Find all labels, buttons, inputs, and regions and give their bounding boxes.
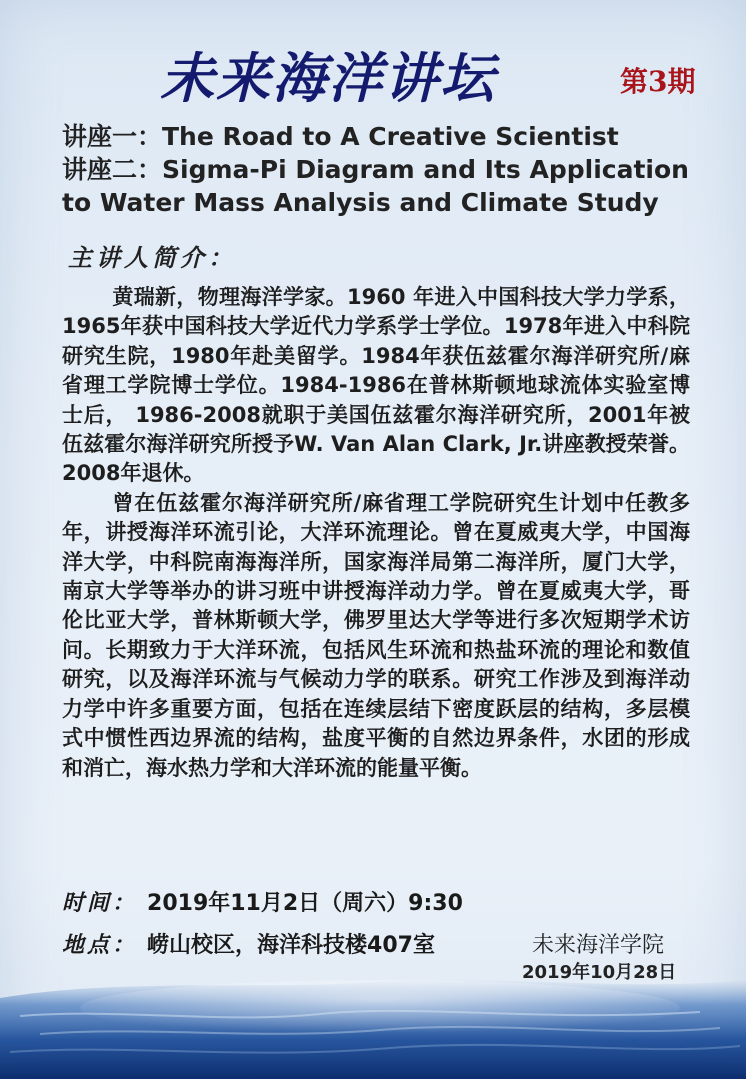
bio-paragraph: 曾在伍兹霍尔海洋研究所/麻省理工学院研究生计划中任教多年，讲授海洋环流引论，大洋环流理论。曾在夏威夷大学，中国海洋大学，中科院南海海洋所，国家海洋局第二海洋所，厦门大学，南京大学等举办的讲习班中讲授海洋动力学。曾在夏威夷大学，哥伦比亚大学，普林斯顿大学，佛罗里达大学等进行多次短期学术访问。长期致力于大洋环流，包括风生环流和热盐环流的理论和数值研究，以及海洋环流与气候动力学的联系。研究工作涉及到海洋动力学中许多重要方面，包括在连续层结下密度跃层的结构，多层模式中惯性西边界流的结构，盐度平衡的自然边界条件，水团的形成和消亡，海水热力学和大洋环流的能量平衡。 bbox=[62, 490, 690, 780]
speaker-intro-heading: 主讲人简介： bbox=[68, 243, 236, 272]
issue-number: 第3期 bbox=[620, 65, 696, 98]
lecture-titles bbox=[62, 120, 722, 219]
bio-paragraph: 黄瑞新，物理海洋学家。1960 年进入中国科技大学力学系，1965年获中国科技大学近代力学系学士学位。1978年进入中科院研究生院，1980年赴美留学。1984年获伍兹霍尔海洋研究所/麻省理工学院博士学位。1984-1986在普林斯顿地球流体实验室博士后， 1986-2008就职于美国伍兹霍尔海洋研究所，2001年被伍兹霍尔海洋研究所授予W. Van Alan Clark, Jr.讲座教授荣誉。2008年退休。 bbox=[62, 285, 690, 486]
lecture-two-title-continued: to Water Mass Analysis and Climate Study bbox=[62, 188, 659, 217]
lecture-two-title: 讲座二：Sigma-Pi Diagram and Its Application bbox=[62, 155, 689, 184]
announcement-date: 2019年10月28日 bbox=[522, 962, 677, 983]
event-time bbox=[62, 886, 463, 917]
place-label: 地点： bbox=[62, 932, 138, 958]
organizer-name: 未来海洋学院 bbox=[532, 933, 665, 958]
time-value: 2019年11月2日（周六）9:30 bbox=[147, 891, 463, 916]
speaker-bio bbox=[62, 283, 690, 783]
poster-title: 未来海洋讲坛 bbox=[160, 46, 496, 110]
place-value: 崂山校区，海洋科技楼407室 bbox=[147, 933, 435, 958]
ocean-wave-image bbox=[0, 968, 746, 1079]
lecture-one-title: 讲座一：The Road to A Creative Scientist bbox=[62, 122, 619, 151]
time-label: 时间： bbox=[62, 890, 138, 916]
event-place bbox=[62, 928, 435, 959]
